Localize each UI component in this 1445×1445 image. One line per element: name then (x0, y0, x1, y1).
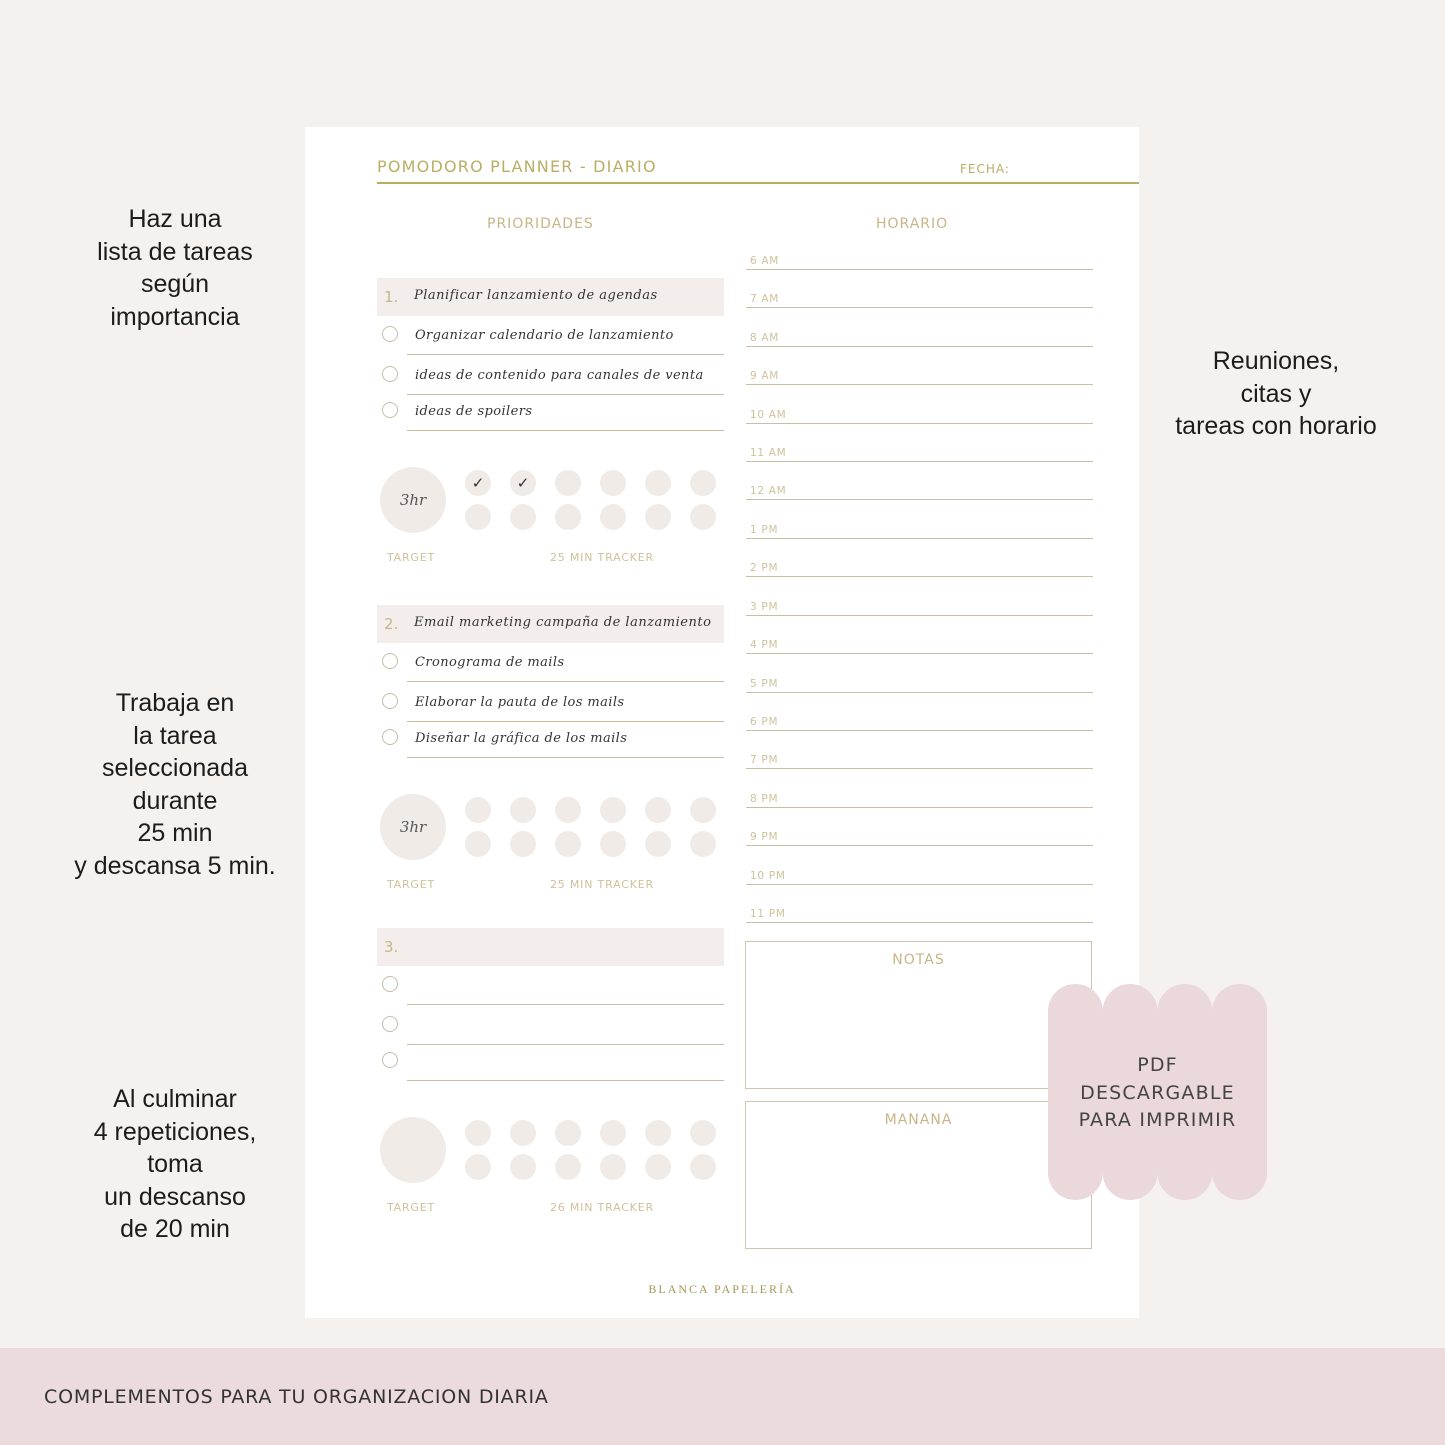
pomodoro-dot[interactable] (600, 470, 626, 496)
subtask-underline (407, 394, 724, 395)
tracker-label: 25 MIN TRACKER (550, 878, 654, 891)
subtask-underline (407, 1080, 724, 1081)
hour-label: 9 AM (750, 370, 780, 383)
subtask-underline (407, 354, 724, 355)
target-label: TARGET (387, 878, 436, 891)
radio-circle-icon[interactable] (382, 729, 398, 745)
tracker-label: 26 MIN TRACKER (550, 1201, 654, 1214)
subtask-item (381, 1015, 724, 1045)
footer-text: COMPLEMENTOS PARA TU ORGANIZACION DIARIA (44, 1386, 549, 1408)
radio-circle-icon[interactable] (382, 693, 398, 709)
notes-label: NOTAS (892, 952, 945, 968)
hour-row-line[interactable] (746, 807, 1093, 808)
hour-row-line[interactable] (746, 692, 1093, 693)
hour-label: 4 PM (750, 639, 779, 652)
hour-row-line[interactable] (746, 346, 1093, 347)
pomodoro-dot[interactable] (645, 797, 671, 823)
target-label: TARGET (387, 551, 436, 564)
pomodoro-dot[interactable] (510, 831, 536, 857)
hour-label: 1 PM (750, 523, 779, 536)
subtask-underline (407, 430, 724, 431)
radio-circle-icon[interactable] (382, 326, 398, 342)
subtask-item (381, 728, 724, 758)
hour-label: 2 PM (750, 562, 779, 575)
pomodoro-dot[interactable] (465, 1120, 491, 1146)
hour-row-line[interactable] (746, 845, 1093, 846)
pomodoro-dot[interactable] (555, 1120, 581, 1146)
hour-row-line[interactable] (746, 884, 1093, 885)
pomodoro-dot[interactable] (600, 797, 626, 823)
task-number: 3. (384, 938, 399, 956)
hour-label: 9 PM (750, 831, 779, 844)
side-note-priorities: Haz una lista de tareas según importancia (97, 205, 253, 331)
pomodoro-dot[interactable] (555, 504, 581, 530)
hour-label: 7 AM (750, 293, 780, 306)
task-band[interactable] (377, 605, 724, 643)
target-label: TARGET (387, 1201, 436, 1214)
subtask-underline (407, 1004, 724, 1005)
subtask-item (381, 365, 724, 395)
subtask-text[interactable]: ideas de spoilers (415, 404, 533, 419)
hour-label: 6 AM (750, 255, 780, 267)
hour-row-line[interactable] (746, 730, 1093, 731)
task-band[interactable] (377, 278, 724, 316)
hour-label: 8 AM (750, 331, 780, 344)
pomodoro-dot[interactable] (690, 1154, 716, 1180)
hour-row-line[interactable] (746, 576, 1093, 577)
radio-circle-icon[interactable] (382, 1016, 398, 1032)
pomodoro-dot[interactable] (555, 831, 581, 857)
pomodoro-dot[interactable] (600, 1154, 626, 1180)
tomorrow-label: MANANA (884, 1112, 953, 1128)
subtask-underline (407, 721, 724, 722)
subtask-item (381, 652, 724, 682)
pomodoro-dot[interactable] (465, 504, 491, 530)
task-number: 2. (384, 615, 399, 633)
radio-circle-icon[interactable] (382, 402, 398, 418)
pomodoro-dot[interactable] (645, 1120, 671, 1146)
hour-row-line[interactable] (746, 768, 1093, 769)
subtask-text[interactable]: Organizar calendario de lanzamiento (415, 328, 674, 343)
pomodoro-dot[interactable] (510, 797, 536, 823)
footer-bar (0, 1348, 1445, 1445)
pomodoro-dot[interactable] (465, 831, 491, 857)
subtask-item (381, 975, 724, 1005)
side-note-long-break: Al culminar 4 repeticiones, toma un descanso de 20 min (93, 1085, 257, 1243)
hour-row-line[interactable] (746, 922, 1093, 923)
pomodoro-dot[interactable] (645, 1154, 671, 1180)
subtask-text[interactable]: ideas de contenido para canales de venta (415, 368, 704, 383)
schedule-heading: HORARIO (876, 216, 949, 232)
hour-label: 10 AM (750, 408, 787, 421)
task-band[interactable] (377, 928, 724, 966)
subtask-item (381, 1051, 724, 1081)
date-label: FECHA: (960, 162, 1010, 176)
hour-row-line[interactable] (746, 538, 1093, 539)
hour-label: 12 AM (750, 485, 787, 498)
check-icon: ✓ (471, 474, 485, 492)
radio-circle-icon[interactable] (382, 366, 398, 382)
pomodoro-dot[interactable] (600, 504, 626, 530)
task-number: 1. (384, 288, 399, 306)
pomodoro-dot[interactable] (645, 504, 671, 530)
brand-name: BLANCA PAPELERÍA (648, 1282, 796, 1296)
hour-row-line[interactable] (746, 461, 1093, 462)
pomodoro-dot[interactable] (510, 1154, 536, 1180)
pomodoro-dot[interactable] (510, 470, 536, 496)
pomodoro-dot[interactable] (690, 1120, 716, 1146)
radio-circle-icon[interactable] (382, 976, 398, 992)
hour-row-line[interactable] (746, 269, 1093, 270)
hour-label: 6 PM (750, 715, 779, 728)
radio-circle-icon[interactable] (382, 1052, 398, 1068)
pomodoro-dot[interactable] (600, 1120, 626, 1146)
hour-label: 5 PM (750, 677, 779, 690)
title-divider (377, 182, 1139, 184)
check-icon: ✓ (516, 474, 530, 492)
hour-row-line[interactable] (746, 653, 1093, 654)
pomodoro-dot[interactable] (690, 797, 716, 823)
pomodoro-dot[interactable] (690, 470, 716, 496)
pomodoro-dot[interactable] (555, 1154, 581, 1180)
pomodoro-dot[interactable] (555, 470, 581, 496)
hour-row-line[interactable] (746, 307, 1093, 308)
badge-text: PDF DESCARGABLE PARA IMPRIMIR (1078, 1054, 1237, 1131)
subtask-item (381, 692, 724, 722)
side-note-schedule: Reuniones, citas y tareas con horario (1175, 347, 1377, 440)
planner-sheet (305, 127, 1139, 1318)
hour-label: 3 PM (750, 600, 779, 613)
target-circle[interactable] (380, 1117, 446, 1183)
task-title[interactable]: Email marketing campaña de lanzamiento (414, 615, 712, 630)
subtask-underline (407, 681, 724, 682)
subtask-underline (407, 1044, 724, 1045)
side-note-pomodoro: Trabaja en la tarea seleccionada durante 25 min y descansa 5 min. (74, 689, 276, 880)
pomodoro-dot[interactable] (645, 831, 671, 857)
hour-label: 10 PM (750, 869, 786, 882)
subtask-text[interactable]: Elaborar la pauta de los mails (415, 695, 625, 710)
pomodoro-dot[interactable] (465, 797, 491, 823)
planner-title: POMODORO PLANNER - DIARIO (377, 157, 657, 176)
radio-circle-icon[interactable] (382, 653, 398, 669)
pomodoro-dot[interactable] (510, 504, 536, 530)
hour-label: 7 PM (750, 754, 779, 767)
notes-box[interactable] (745, 941, 1092, 1089)
hour-label: 11 AM (750, 447, 787, 460)
pomodoro-dot[interactable] (645, 470, 671, 496)
subtask-text[interactable]: Diseñar la gráfica de los mails (415, 731, 628, 746)
task-title[interactable]: Planificar lanzamiento de agendas (414, 288, 658, 303)
subtask-text[interactable]: Cronograma de mails (415, 655, 565, 670)
hour-label: 11 PM (750, 908, 786, 920)
pomodoro-dot[interactable] (600, 831, 626, 857)
subtask-item (381, 325, 724, 355)
target-circle[interactable]: 3hr (380, 794, 446, 860)
pomodoro-dot[interactable] (690, 504, 716, 530)
subtask-underline (407, 757, 724, 758)
tomorrow-box[interactable] (745, 1101, 1092, 1249)
hour-row-line[interactable] (746, 423, 1093, 424)
tracker-label: 25 MIN TRACKER (550, 551, 654, 564)
hour-row-line[interactable] (746, 384, 1093, 385)
pomodoro-dot[interactable] (510, 1120, 536, 1146)
hour-row-line[interactable] (746, 499, 1093, 500)
subtask-item (381, 401, 724, 431)
pomodoro-dot[interactable] (465, 470, 491, 496)
hour-label: 8 PM (750, 792, 779, 805)
priorities-heading: PRIORIDADES (487, 216, 594, 232)
pomodoro-dot[interactable] (465, 1154, 491, 1180)
hour-row-line[interactable] (746, 615, 1093, 616)
pomodoro-dot[interactable] (555, 797, 581, 823)
pomodoro-dot[interactable] (690, 831, 716, 857)
target-circle[interactable]: 3hr (380, 467, 446, 533)
